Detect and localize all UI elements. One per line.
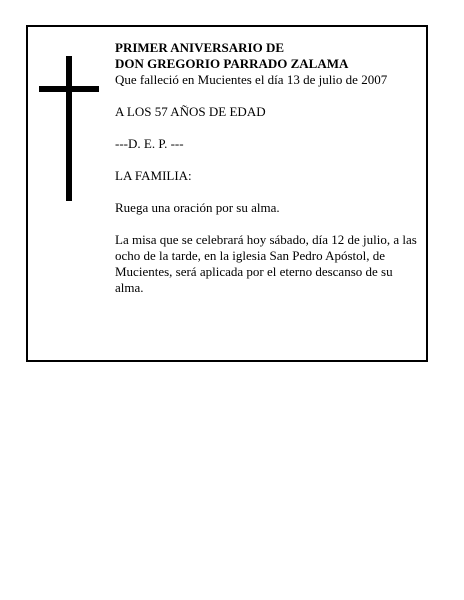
heading-line-2: DON GREGORIO PARRADO ZALAMA xyxy=(115,56,349,71)
death-line: Que falleció en Mucientes el día 13 de julio de 2007 xyxy=(115,72,388,87)
rip-line: ---D. E. P. --- xyxy=(115,136,184,151)
obituary-notice xyxy=(26,25,428,362)
cross-horizontal-bar xyxy=(39,86,99,92)
prayer-line: Ruega una oración por su alma. xyxy=(115,200,280,215)
age-line: A LOS 57 AÑOS DE EDAD xyxy=(115,104,266,119)
cross-icon xyxy=(39,56,99,201)
cross-vertical-bar xyxy=(66,56,72,201)
family-line: LA FAMILIA: xyxy=(115,168,192,183)
mass-paragraph: La misa que se celebrará hoy sábado, día 12 de julio, a las ocho de la tarde, en la iglesia San Pedro Apóstol, de Mucientes, será aplicada por el eterno descanso de su alma. xyxy=(115,232,417,295)
notice-text xyxy=(115,40,421,296)
heading-line-1: PRIMER ANIVERSARIO DE xyxy=(115,40,285,55)
